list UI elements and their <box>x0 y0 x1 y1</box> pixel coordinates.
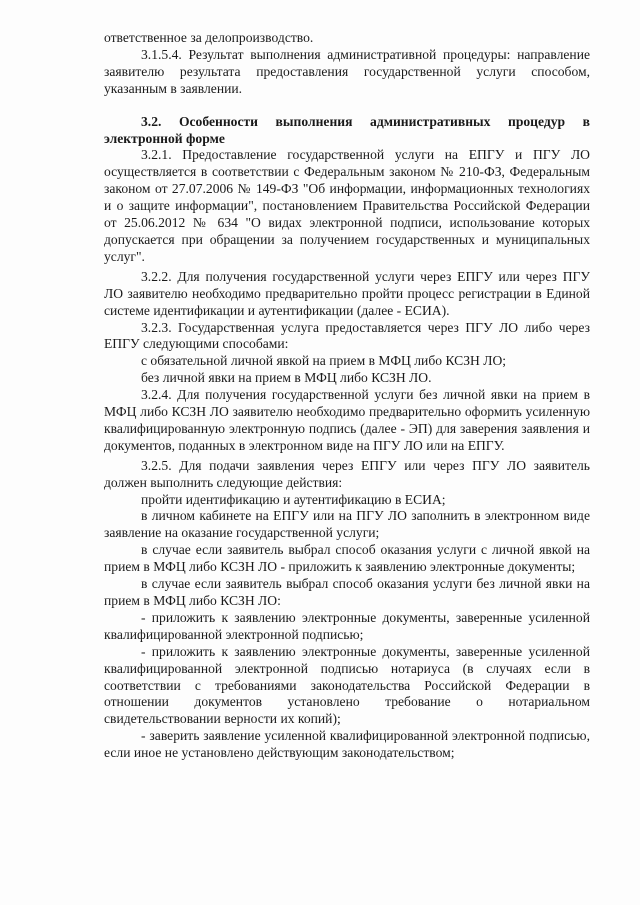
paragraph-0: ответственное за делопроизводство. <box>104 30 314 45</box>
paragraph-3-2-1: 3.2.1. Предоставление государственной услуги на ЕПГУ и ПГУ ЛО осуществляется в соответствии с Федеральным законом № 210-ФЗ, Федеральным законом от 27.07.2006 № 149-ФЗ "Об информации, информационных технологиях и о защите информации", постановлением Правительства Российской Федерации от 25.06.2012 № 634 "О видах электронной подписи, использование которых допускается при обращении за получением государственных и муниципальных услуг". <box>104 147 590 264</box>
dash-item-sign-application: - заверить заявление усиленной квалифицированной электронной подписью, если иное не установлено действующим законодательством; <box>104 728 590 761</box>
list-item-with-visit: с обязательной личной явкой на прием в МФЦ либо КСЗН ЛО; <box>141 353 507 369</box>
paragraph-3-2-4: 3.2.4. Для получения государственной услуги без личной явки на прием в МФЦ либо КСЗН ЛО заявителю необходимо предварительно оформить усиленную квалифицированную электронную подпись (далее - ЭП) для заверения заявления и документов, поданных в электронном виде на ПГУ ЛО или на ЕПГУ. <box>104 387 590 453</box>
action-without-visit: в случае если заявитель выбрал способ оказания услуги без личной явки на прием в МФЦ либо КСЗН ЛО: <box>104 576 590 608</box>
paragraph-3-2-2: 3.2.2. Для получения государственной услуги через ЕПГУ или через ПГУ ЛО заявителю необходимо предварительно пройти процесс регистрации в Единой системе идентификации и аутентификации (далее - ЕСИА). <box>104 268 590 318</box>
list-item-without-visit: без личной явки на прием в МФЦ либо КСЗН ЛО. <box>141 370 432 386</box>
action-fill-form: в личном кабинете на ЕПГУ или на ПГУ ЛО заполнить в электронном виде заявление на оказание государственной услуги; <box>104 508 590 541</box>
paragraph-3-2-5: 3.2.5. Для подачи заявления через ЕПГУ или через ПГУ ЛО заявитель должен выполнить следующие действия: <box>104 457 590 490</box>
paragraph-3-2-3: 3.2.3. Государственная услуга предоставляется через ПГУ ЛО либо через ЕПГУ следующими способами: <box>104 319 590 352</box>
action-with-visit: в случае если заявитель выбрал способ оказания услуги с личной явкой на прием в МФЦ либо КСЗН ЛО - приложить к заявлению электронные документы; <box>104 542 590 575</box>
dash-item-attach-notary: - приложить к заявлению электронные документы, заверенные усиленной квалифицированной электронной подписью нотариуса (в случаях если в соответствии с требованиями законодательства Российской Федерации в отношении документов установлено требование о нотариальном свидетельствовании верности их копий); <box>104 643 590 727</box>
document-body <box>104 30 590 762</box>
paragraph-3-1-5-4: 3.1.5.4. Результат выполнения административной процедуры: направление заявителю результата предоставления государственной услуги способом, указанным в заявлении. <box>104 46 590 96</box>
section-heading-3-2: 3.2. Особенности выполнения административных процедур в электронной форме <box>104 113 590 146</box>
dash-item-attach-signed: - приложить к заявлению электронные документы, заверенные усиленной квалифицированной электронной подписью; <box>104 609 590 642</box>
action-esia: пройти идентификацию и аутентификацию в ЕСИА; <box>141 491 446 507</box>
